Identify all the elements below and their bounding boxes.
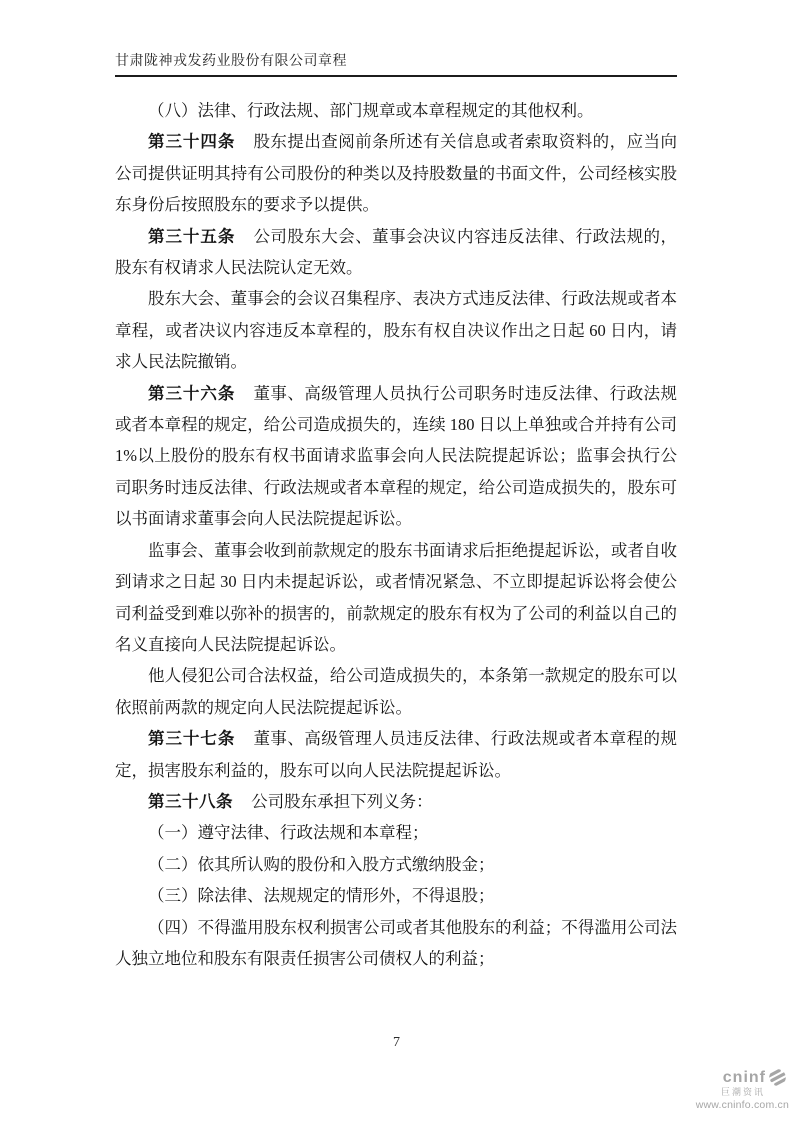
page-header <box>115 50 677 77</box>
paragraph: 第三十八条 公司股东承担下列义务： <box>148 791 433 811</box>
cninfo-url: www.cninfo.com.cn <box>695 1098 789 1111</box>
paragraph: 第三十七条 董事、高级管理人员违反法律、行政法规或者本章程的规定，损害股东利益的，股东可以向人民法院提起诉讼。 <box>115 729 678 780</box>
paragraph: （一）遵守法律、行政法规和本章程； <box>148 823 429 843</box>
paragraph: 第三十五条 公司股东大会、董事会决议内容违反法律、行政法规的，股东有权请求人民法院认定无效。 <box>115 226 678 278</box>
paragraph: （二）依其所认购的股份和入股方式缴纳股金； <box>148 854 495 874</box>
article-number: 第三十八条 <box>148 791 233 811</box>
document-body <box>115 95 677 974</box>
cninfo-swirl-icon <box>768 1068 787 1087</box>
article-number: 第三十七条 <box>148 729 236 749</box>
cninfo-chinese-name: 巨潮资讯 <box>720 1087 765 1097</box>
document-header-title: 甘肃陇神戎发药业股份有限公司章程 <box>115 54 347 69</box>
article-number: 第三十五条 <box>148 226 236 246</box>
paragraph: 监事会、董事会收到前款规定的股东书面请求后拒绝提起诉讼，或者自收到请求之日起 30 日内未提起诉讼，或者情况紧急、不立即提起诉讼将会使公司利益受到难以弥补的损害的，前款规定的股东有权为了公司的利益以自己的名义直接向人民法院提起诉讼。 <box>115 540 677 654</box>
page-number: 7 <box>393 1035 400 1050</box>
paragraph: 第三十六条 董事、高级管理人员执行公司职务时违反法律、行政法规或者本章程的规定，给公司造成损失的，连续 180 日以上单独或合并持有公司 1%以上股份的股东有权书面请求监事会向人民法院提起诉讼；监事会执行公司职务时违反法律、行政法规或者本章程的规定，给公司造成损失的，股东可以书面请求董事会向人民法院提起诉讼。 <box>115 383 678 529</box>
paragraph: （三）除法律、法规规定的情形外，不得退股； <box>148 886 495 906</box>
cninfo-brand-text: cninf <box>722 1068 766 1086</box>
paragraph: 股东大会、董事会的会议召集程序、表决方式违反法律、行政法规或者本章程，或者决议内容违反本章程的，股东有权自决议作出之日起 60 日内，请求人民法院撤销。 <box>115 289 677 372</box>
article-number: 第三十六条 <box>148 383 236 403</box>
article-number: 第三十四条 <box>148 132 236 152</box>
cninfo-brand-row <box>723 1068 787 1087</box>
paragraph: 他人侵犯公司合法权益，给公司造成损失的，本条第一款规定的股东可以依照前两款的规定向人民法院提起诉讼。 <box>115 666 677 717</box>
paragraph: （四）不得滥用股东权利损害公司或者其他股东的利益；不得滥用公司法人独立地位和股东有限责任损害公司债权人的利益； <box>115 917 677 968</box>
cninfo-watermark <box>696 1068 789 1111</box>
paragraph: 第三十四条 股东提出查阅前条所述有关信息或者索取资料的，应当向公司提供证明其持有公司股份的种类以及持股数量的书面文件，公司经核实股东身份后按照股东的要求予以提供。 <box>115 132 678 215</box>
paragraph: （八）法律、行政法规、部门规章或本章程规定的其他权利。 <box>148 101 594 120</box>
